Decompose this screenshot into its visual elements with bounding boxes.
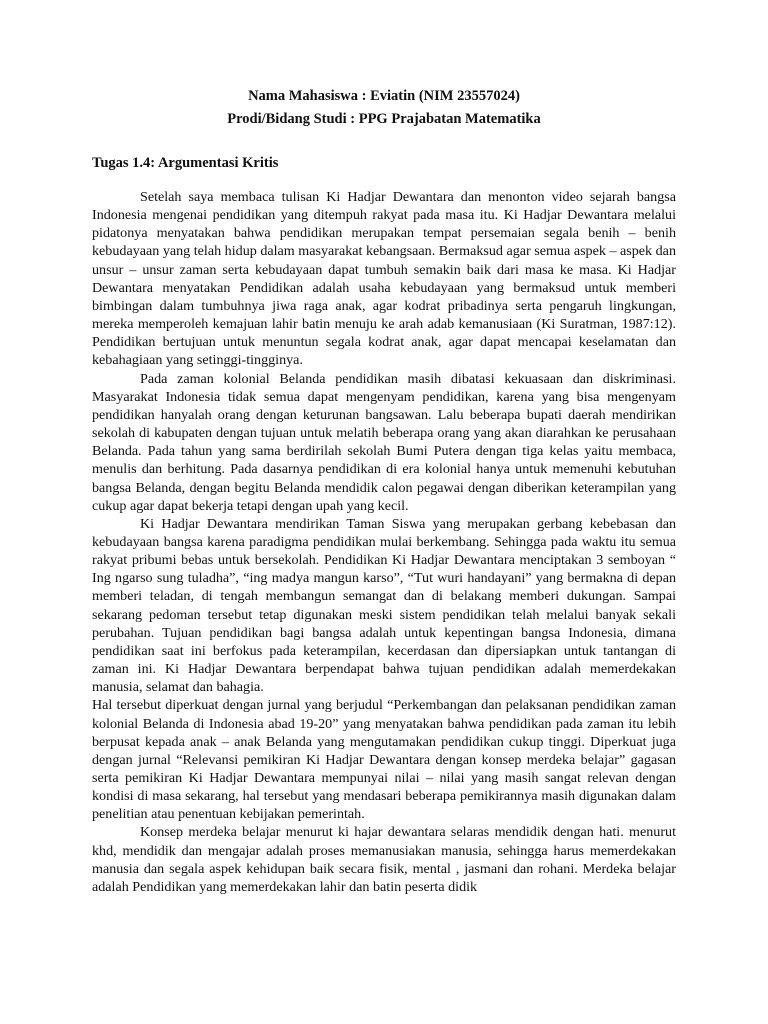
student-name-line: Nama Mahasiswa : Eviatin (NIM 23557024): [248, 88, 520, 104]
task-title: Tugas 1.4: Argumentasi Kritis: [92, 155, 279, 171]
document-body: [92, 188, 676, 896]
paragraph-1: Setelah saya membaca tulisan Ki Hadjar Dewantara dan menonton video sejarah bangsa Indonesia mengenai pendidikan yang ditempuh rakyat pada masa itu. Ki Hadjar Dewantara melalui pidatonya menyatakan bahwa pendidikan merupakan tempat persemaian segala benih – benih kebudayaan yang telah hidup dalam masyarakat kebangsaan. Bermaksud agar semua aspek – aspek dan unsur – unsur zaman serta kebudayaan dapat tumbuh semakin baik dari masa ke masa. Ki Hadjar Dewantara menyatakan Pendidikan adalah usaha kebudayaan yang bermaksud untuk memberi bimbingan dalam tumbuhnya jiwa raga anak, agar kodrat pribadinya serta pengaruh lingkungan, mereka memperoleh kemajuan lahir batin menuju ke arah adab kemanusiaan (Ki Suratman, 1987:12). Pendidikan bertujuan untuk menuntun segala kodrat anak, agar dapat mencapai keselamatan dan kebahagiaan yang setinggi-tingginya.: [92, 189, 676, 369]
paragraph-5: Konsep merdeka belajar menurut ki hajar dewantara selaras mendidik dengan hati. menurut khd, mendidik dan mengajar adalah proses memanusiakan manusia, sehingga harus memerdekakan manusia dan segala aspek kehidupan baik secara fisik, mental , jasmani dan rohani. Merdeka belajar adalah Pendidikan yang memerdekakan lahir dan batin peserta didik: [92, 824, 676, 895]
paragraph-3: Ki Hadjar Dewantara mendirikan Taman Siswa yang merupakan gerbang kebebasan dan kebudayaan bangsa karena paradigma pendidikan mulai berkembang. Sehingga pada waktu itu semua rakyat pribumi bebas untuk bersekolah. Pendidikan Ki Hadjar Dewantara menciptakan 3 semboyan “ Ing ngarso sung tuladha”, “ing madya mangun karso”, “Tut wuri handayani” yang bermakna di depan memberi teladan, di tengah membangun semangat dan di belakang memberi dukungan. Sampai sekarang pedoman tersebut tetap digunakan meski sistem pendidikan telah melalui banyak sekali perubahan. Tujuan pendidikan bagi bangsa adalah untuk kepentingan bangsa Indonesia, dimana pendidikan saat ini berfokus pada keterampilan, kecerdasan dan dipersiapkan untuk tantangan di zaman ini. Ki Hadjar Dewantara berpendapat bahwa tujuan pendidikan adalah memerdekakan manusia, selamat dan bahagia.: [92, 515, 676, 696]
paragraph-4: Hal tersebut diperkuat dengan jurnal yang berjudul “Perkembangan dan pelaksanan pendidikan zaman kolonial Belanda di Indonesia abad 19-20” yang menyatakan bahwa pendidikan pada zaman itu lebih berpusat kepada anak – anak Belanda yang mengutamakan pendidikan cukup tinggi. Diperkuat juga dengan jurnal “Relevansi pemikiran Ki Hadjar Dewantara dengan konsep merdeka belajar” gagasan serta pemikiran Ki Hadjar Dewantara mempunyai nilai – nilai yang masih sangat relevan dengan kondisi di masa sekarang, hal tersebut yang mendasari beberapa pemikirannya masih digunakan dalam penelitian atau penentuan kebijakan pemerintah.: [92, 697, 676, 823]
study-program-line: Prodi/Bidang Studi : PPG Prajabatan Matematika: [227, 111, 541, 127]
document-header: [92, 86, 676, 132]
paragraph-2: Pada zaman kolonial Belanda pendidikan masih dibatasi kekuasaan dan diskriminasi. Masyarakat Indonesia tidak semua dapat mengenyam pendidikan, karena yang bisa mengenyam pendidikan hanyalah orang dengan keturunan bangsawan. Lalu beberapa bupati daerah mendirikan sekolah di kabupaten dengan tujuan untuk melatih beberapa orang yang akan diarahkan ke perusahaan Belanda. Pada tahun yang sama berdirilah sekolah Bumi Putera dengan tiga kelas yaitu membaca, menulis dan berhitung. Pada dasarnya pendidikan di era kolonial hanya untuk memenuhi kebutuhan bangsa Belanda, dengan begitu Belanda mendidik calon pegawai dengan diberikan keterampilan yang cukup agar dapat bekerja tetapi dengan upah yang kecil.: [92, 370, 676, 514]
